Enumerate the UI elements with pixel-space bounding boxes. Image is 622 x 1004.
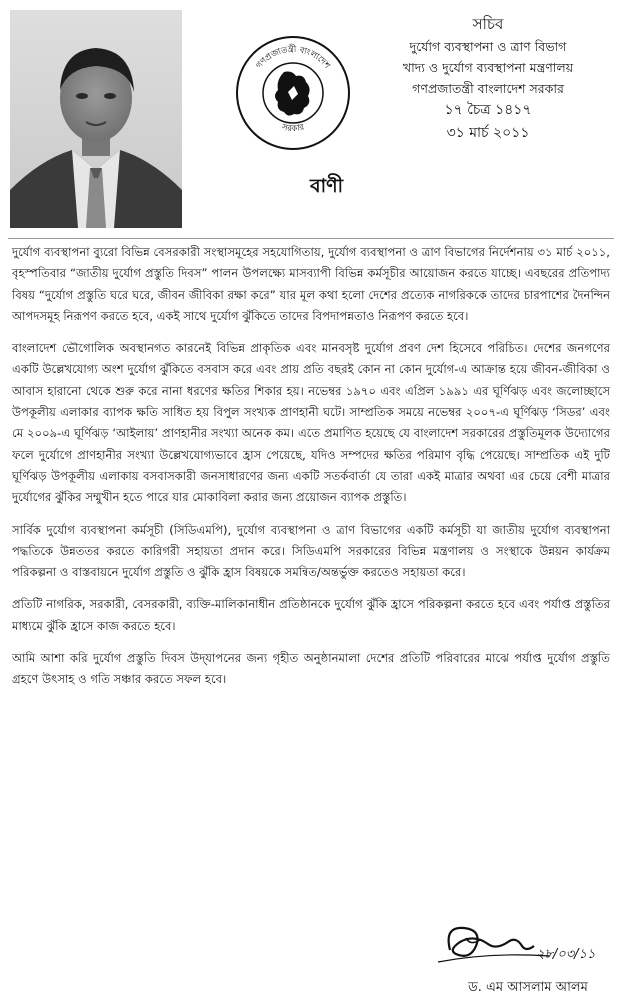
seal-top-text: গণপ্রজাতন্ত্রী বাংলাদেশ bbox=[254, 44, 332, 71]
portrait-photo bbox=[10, 10, 182, 228]
government-seal bbox=[234, 34, 352, 152]
secretary-header bbox=[360, 12, 616, 145]
seal-bottom-text: সরকার bbox=[280, 122, 306, 135]
svg-text:সরকার bbox=[280, 122, 307, 134]
header-date-bangla: ১৭ চৈত্র ১৪১৭ bbox=[444, 102, 532, 118]
paragraph-3: সার্বিক দুর্যোগ ব্যবস্থাপনা কর্মসূচী (সিডিএমপি), দুর্যোগ ব্যবস্থাপনা ও ত্রাণ বিভাগের একটি কর্মসূচী যা জাতীয় দুর্যোগ ব্যবস্থাপনা পদ্ধতিকে উন্নততর করতে কারিগরী সহায়তা প্রদান করে। সিডিএমপি সরকারের বিভিন্ন মন্ত্রণালয় ও সংস্থাকে উন্নয়ন কার্যক্রম পরিকল্পনা ও বাস্তবায়নে দুর্যোগ প্রস্তুতি ও ঝুঁকি হ্রাস বিষয়কে সমন্বিত/অন্তর্ভুক্ত করতেও সহায়তা করে। bbox=[12, 522, 610, 580]
paragraph-5: আমি আশা করি দুর্যোগ প্রস্তুতি দিবস উদ্‌যাপনের জন্য গৃহীত অনুষ্ঠানমালা দেশের প্রতিটি পরিবারের মাঝে পর্যাপ্ত দুর্যোগ প্রস্তুতি গ্রহণে উৎসাহ ও গতি সঞ্চার করতে সফল হবে। bbox=[12, 651, 610, 687]
header-government: গণপ্রজাতন্ত্রী বাংলাদেশ সরকার bbox=[412, 81, 564, 96]
svg-text:গণপ্রজাতন্ত্রী বাংলাদেশ bbox=[254, 43, 332, 72]
header-divider bbox=[8, 238, 614, 239]
header-date-english: ৩১ মার্চ ২০১১ bbox=[446, 125, 530, 141]
message-body bbox=[12, 242, 610, 702]
header-ministry: খাদ্য ও দুর্যোগ ব্যবস্থাপনা মন্ত্রণালয় bbox=[402, 60, 574, 75]
header-title: সচিব bbox=[472, 15, 504, 33]
signatory-name: ড. এম আসলাম আলম bbox=[468, 980, 588, 995]
message-heading: বাণী bbox=[310, 175, 344, 197]
paragraph-2: বাংলাদেশ ভৌগোলিক অবস্থানগত কারনেই বিভিন্ন প্রাকৃতিক এবং মানবসৃষ্ট দুর্যোগ প্রবণ দেশ হিসেবে পরিচিত। দেশের জনগণের একটি উল্লেখযোগ্য অংশ দুর্যোগ ঝুঁকিতে বসবাস করে এবং প্রায় প্রতি বছরই কোন না কোন দুর্যোগ-এ আক্রান্ত হয়ে জীবন-জীবিকা ও আবাস হারানো থেকে শুরু করে নানা ধরণের ক্ষতির শিকার হয়। নভেম্বর ১৯৭০ এবং এপ্রিল ১৯৯১ এর ঘূর্ণিঝড় এবং জলোচ্ছাসে উপকূলীয় এলাকার ব্যাপক ক্ষতি সাধিত হয় বিপুল সংখ্যক প্রাণহানী ঘটে। সাম্প্রতিক সময়ে নভেম্বর ২০০৭-এ ঘূর্ণিঝড় ‘সিডর’ এবং মে ২০০৯-এ ঘূর্ণিঝড় ‘আইলায়’ প্রাণহানীর সংখ্যা অনেক কম। এতে প্রমাণিত হয়েছে যে বাংলাদেশ সরকারের প্রস্তুতিমূলক উদ্যোগের ফলে দুর্যোগে প্রাণহানীর সংখ্যা উল্লেখযোগ্যভাবে হ্রাস পেয়েছে, যদিও সম্পদের ক্ষতির পরিমাণ বৃদ্ধি পেয়েছে। সাম্প্রতিক এই দুটি ঘূর্ণিঝড় উপকূলীয় এলাকায় বসবাসকারী জনসাধারণের জন্য একটি সতর্কবার্তা যে তারা একই মাত্রার অথবা এর চেয়ে বেশী মাত্রার দুর্যোগের ঝুঁকির সম্মুখীন হতে পারে যার মোকাবিলা করার জন্য প্রয়োজন ব্যাপক প্রস্তুতি। bbox=[12, 341, 610, 505]
signature-date: ২৮/০৩/১১ bbox=[536, 947, 596, 962]
paragraph-4: প্রতিটি নাগরিক, সরকারী, বেসরকারী, ব্যক্তি-মালিকানাধীন প্রতিষ্ঠানকে দুর্যোগ ঝুঁকি হ্রাসে পরিকল্পনা করতে হবে এবং পর্যাপ্ত প্রস্তুতির মাধ্যমে ঝুঁকি হ্রাসে কাজ করতে হবে। bbox=[12, 597, 610, 633]
handwritten-signature bbox=[430, 916, 620, 978]
header-department: দুর্যোগ ব্যবস্থাপনা ও ত্রাণ বিভাগ bbox=[409, 39, 567, 54]
paragraph-1: দুর্যোগ ব্যবস্থাপনা ব্যুরো বিভিন্ন বেসরকারী সংস্থাসমূহের সহযোগিতায়, দুর্যোগ ব্যবস্থাপনা ও ত্রাণ বিভাগের নির্দেশনায় ৩১ মার্চ ২০১১, বৃহস্পতিবার “জাতীয় দুর্যোগ প্রস্তুতি দিবস” পালন উপলক্ষ্যে মাসব্যাপী বিভিন্ন কর্মসূচীর আয়োজন করতে যাচ্ছে। এবছরের প্রতিপাদ্য বিষয় “দুর্যোগ প্রস্তুতি ঘরে ঘরে, জীবন জীবিকা রক্ষা করে” যার মূল কথা হলো দেশের প্রত্যেক নাগরিককে তাদের চারপাশের দৈনন্দিন আপদসমূহ নিরূপণ করতে হবে, একই সাথে দুর্যোগ ঝুঁকিতে তাদের বিপদাপন্নতাও নিরূপণ করতে হবে। bbox=[12, 245, 610, 323]
